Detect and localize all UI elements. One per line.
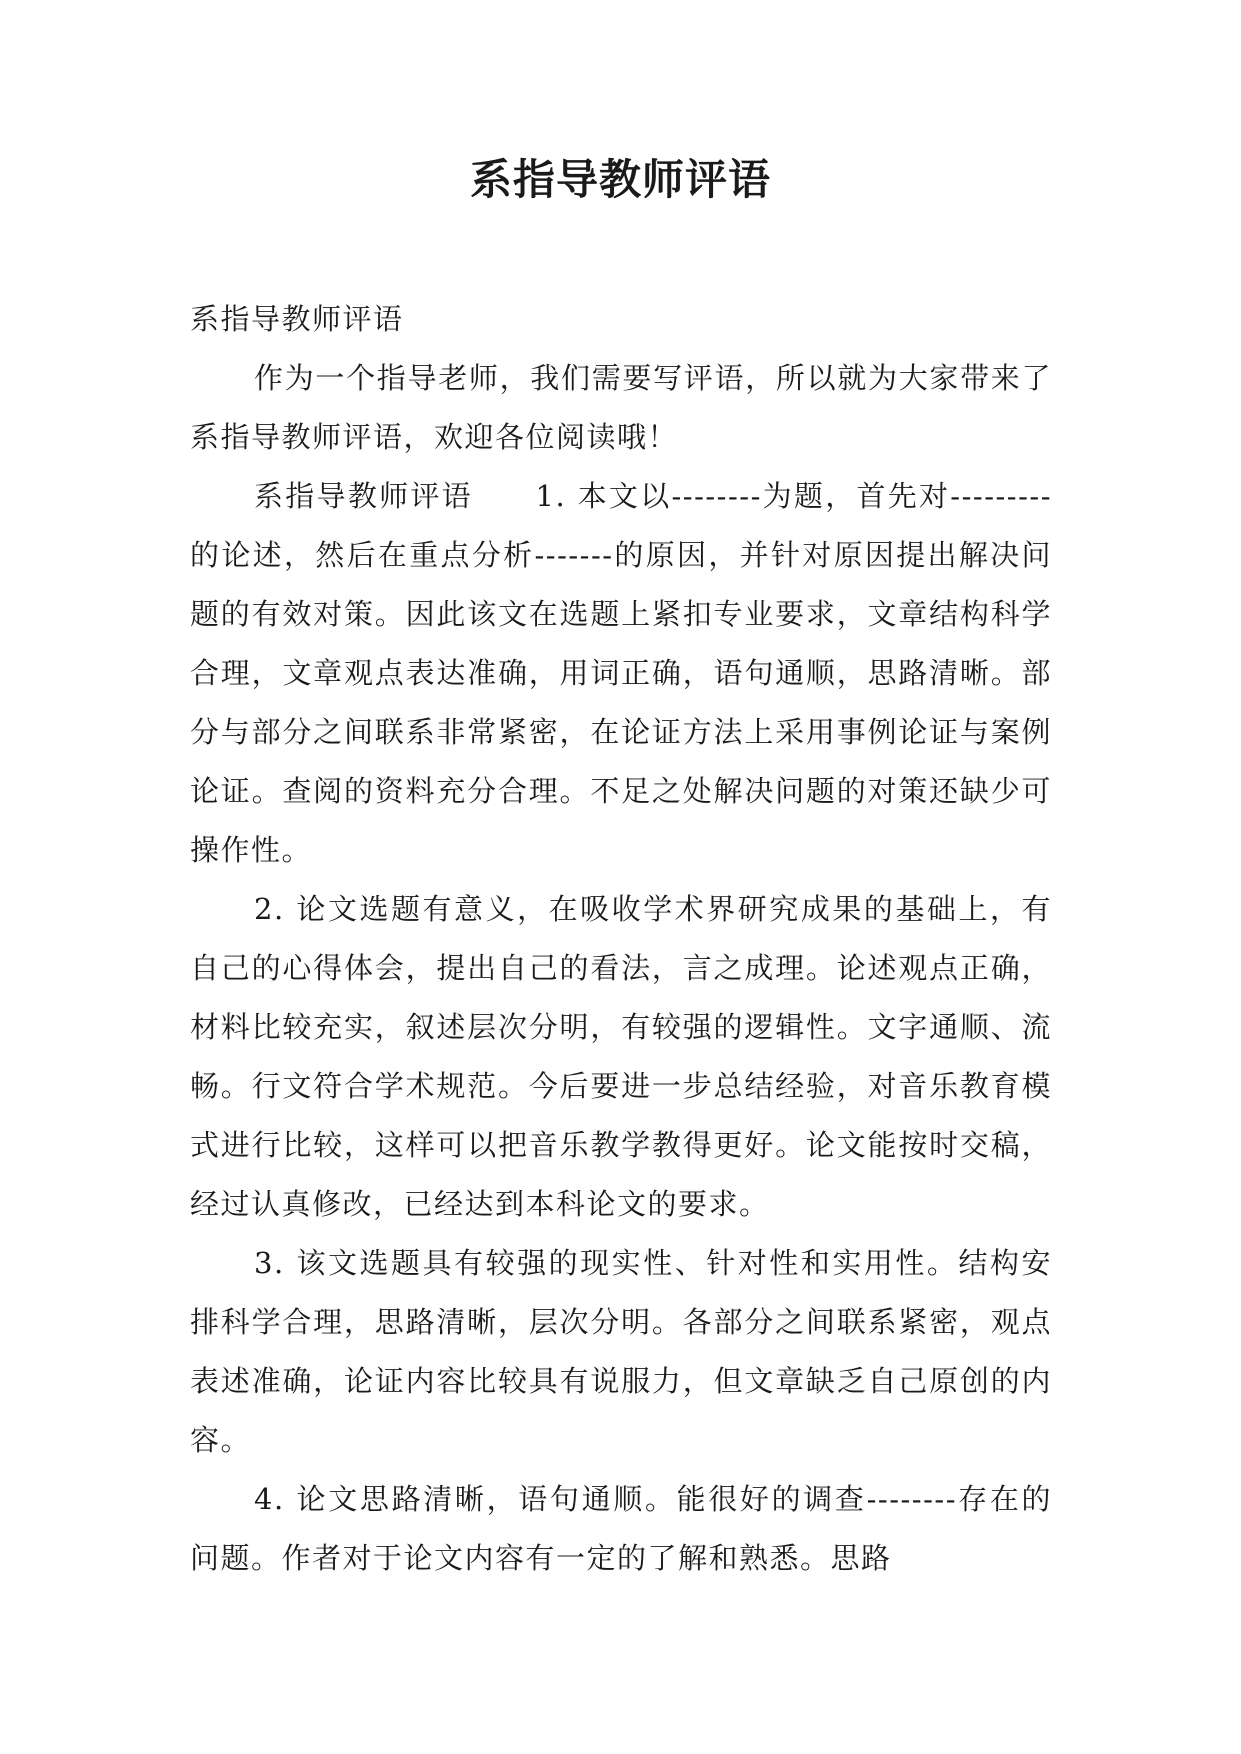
- comment-paragraph-2: 2. 论文选题有意义，在吸收学术界研究成果的基础上，有自己的心得体会，提出自己的看法，言之成理。论述观点正确，材料比较充实，叙述层次分明，有较强的逻辑性。文字通顺、流畅。行文符合学术规范。今后要进一步总结经验，对音乐教育模式进行比较，这样可以把音乐教学教得更好。论文能按时交稿，经过认真修改，已经达到本科论文的要求。: [190, 892, 1052, 1221]
- document-title: 系指导教师评语: [469, 155, 771, 204]
- document-body: [190, 290, 1052, 1588]
- section-heading: 系指导教师评语: [190, 302, 404, 336]
- comment-paragraph-1: 系指导教师评语 1. 本文以--------为题，首先对---------的论述，然后在重点分析-------的原因，并针对原因提出解决问题的有效对策。因此该文在选题上紧扣专业要求，文章结构科学合理，文章观点表达准确，用词正确，语句通顺，思路清晰。部分与部分之间联系非常紧密，在论证方法上采用事例论证与案例论证。查阅的资料充分合理。不足之处解决问题的对策还缺少可操作性。: [190, 479, 1052, 867]
- comment-paragraph-3: 3. 该文选题具有较强的现实性、针对性和实用性。结构安排科学合理，思路清晰，层次分明。各部分之间联系紧密，观点表述准确，论证内容比较具有说服力，但文章缺乏自己原创的内容。: [190, 1246, 1052, 1457]
- comment-paragraph-4: 4. 论文思路清晰，语句通顺。能很好的调查--------存在的问题。作者对于论文内容有一定的了解和熟悉。思路: [190, 1482, 1052, 1575]
- intro-paragraph: 作为一个指导老师，我们需要写评语，所以就为大家带来了系指导教师评语，欢迎各位阅读哦！: [190, 361, 1052, 454]
